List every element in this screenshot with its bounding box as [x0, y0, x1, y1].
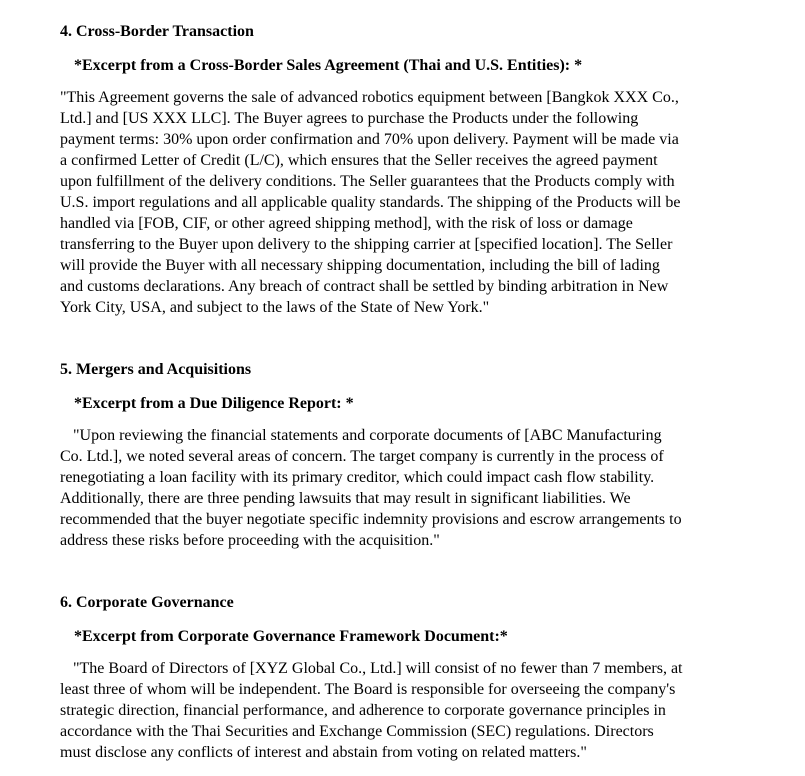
- paragraph-line: Additionally, there are three pending lawsuits that may result in significant liabilities. We: [60, 490, 631, 507]
- paragraph-line: address these risks before proceeding with the acquisition.": [60, 532, 440, 549]
- paragraph-line: payment terms: 30% upon order confirmation and 70% upon delivery. Payment will be made via: [60, 131, 679, 148]
- paragraph-line: U.S. import regulations and all applicable quality standards. The shipping of the Products will be: [60, 194, 681, 211]
- paragraph-line: York City, USA, and subject to the laws of the State of New York.": [60, 299, 490, 316]
- section-heading: 4. Cross-Border Transaction: [60, 23, 254, 40]
- paragraph-line: Co. Ltd.], we noted several areas of concern. The target company is currently in the process of: [60, 448, 664, 465]
- paragraph-line: must disclose any conflicts of interest and abstain from voting on related matters.": [60, 744, 587, 761]
- paragraph-line: handled via [FOB, CIF, or other agreed shipping method], with the risk of loss or damage: [60, 215, 633, 232]
- paragraph-line: and customs declarations. Any breach of contract shall be settled by binding arbitration in New: [60, 278, 669, 295]
- paragraph-line: Ltd.] and [US XXX LLC]. The Buyer agrees to purchase the Products under the following: [60, 110, 639, 127]
- paragraph-line: "Upon reviewing the financial statements and corporate documents of [ABC Manufacturing: [73, 427, 662, 444]
- paragraph-line: "This Agreement governs the sale of advanced robotics equipment between [Bangkok XXX Co.,: [60, 89, 679, 106]
- section-heading: 5. Mergers and Acquisitions: [60, 361, 252, 378]
- paragraph-line: renegotiating a loan facility with its primary creditor, which could impact cash flow stability.: [60, 469, 655, 486]
- section-mergers-acquisitions: [60, 359, 760, 551]
- paragraph-line: upon fulfillment of the delivery conditions. The Seller guarantees that the Products comply with: [60, 173, 675, 190]
- paragraph-line: accordance with the Thai Securities and Exchange Commission (SEC) regulations. Directors: [60, 723, 654, 740]
- excerpt-paragraph: [60, 658, 760, 763]
- section-corporate-governance: [60, 592, 760, 763]
- section-heading: 6. Corporate Governance: [60, 594, 234, 611]
- excerpt-title: *Excerpt from a Due Diligence Report: *: [74, 395, 354, 412]
- paragraph-line: strategic direction, financial performance, and adherence to corporate governance principles in: [60, 702, 666, 719]
- excerpt-paragraph: [60, 87, 760, 318]
- paragraph-line: will provide the Buyer with all necessary shipping documentation, including the bill of lading: [60, 257, 660, 274]
- paragraph-line: a confirmed Letter of Credit (L/C), which ensures that the Seller receives the agreed payment: [60, 152, 658, 169]
- excerpt-title: *Excerpt from Corporate Governance Framework Document:*: [74, 628, 508, 645]
- paragraph-line: transferring to the Buyer upon delivery to the shipping carrier at [specified location]. The Seller: [60, 236, 673, 253]
- paragraph-line: recommended that the buyer negotiate specific indemnity provisions and escrow arrangements to: [60, 511, 682, 528]
- excerpt-title: *Excerpt from a Cross-Border Sales Agreement (Thai and U.S. Entities): *: [74, 57, 583, 74]
- paragraph-line: least three of whom will be independent. The Board is responsible for overseeing the company's: [60, 681, 676, 698]
- paragraph-line: "The Board of Directors of [XYZ Global Co., Ltd.] will consist of no fewer than 7 members, at: [73, 660, 683, 677]
- section-cross-border-transaction: [60, 21, 760, 318]
- excerpt-paragraph: [60, 425, 760, 551]
